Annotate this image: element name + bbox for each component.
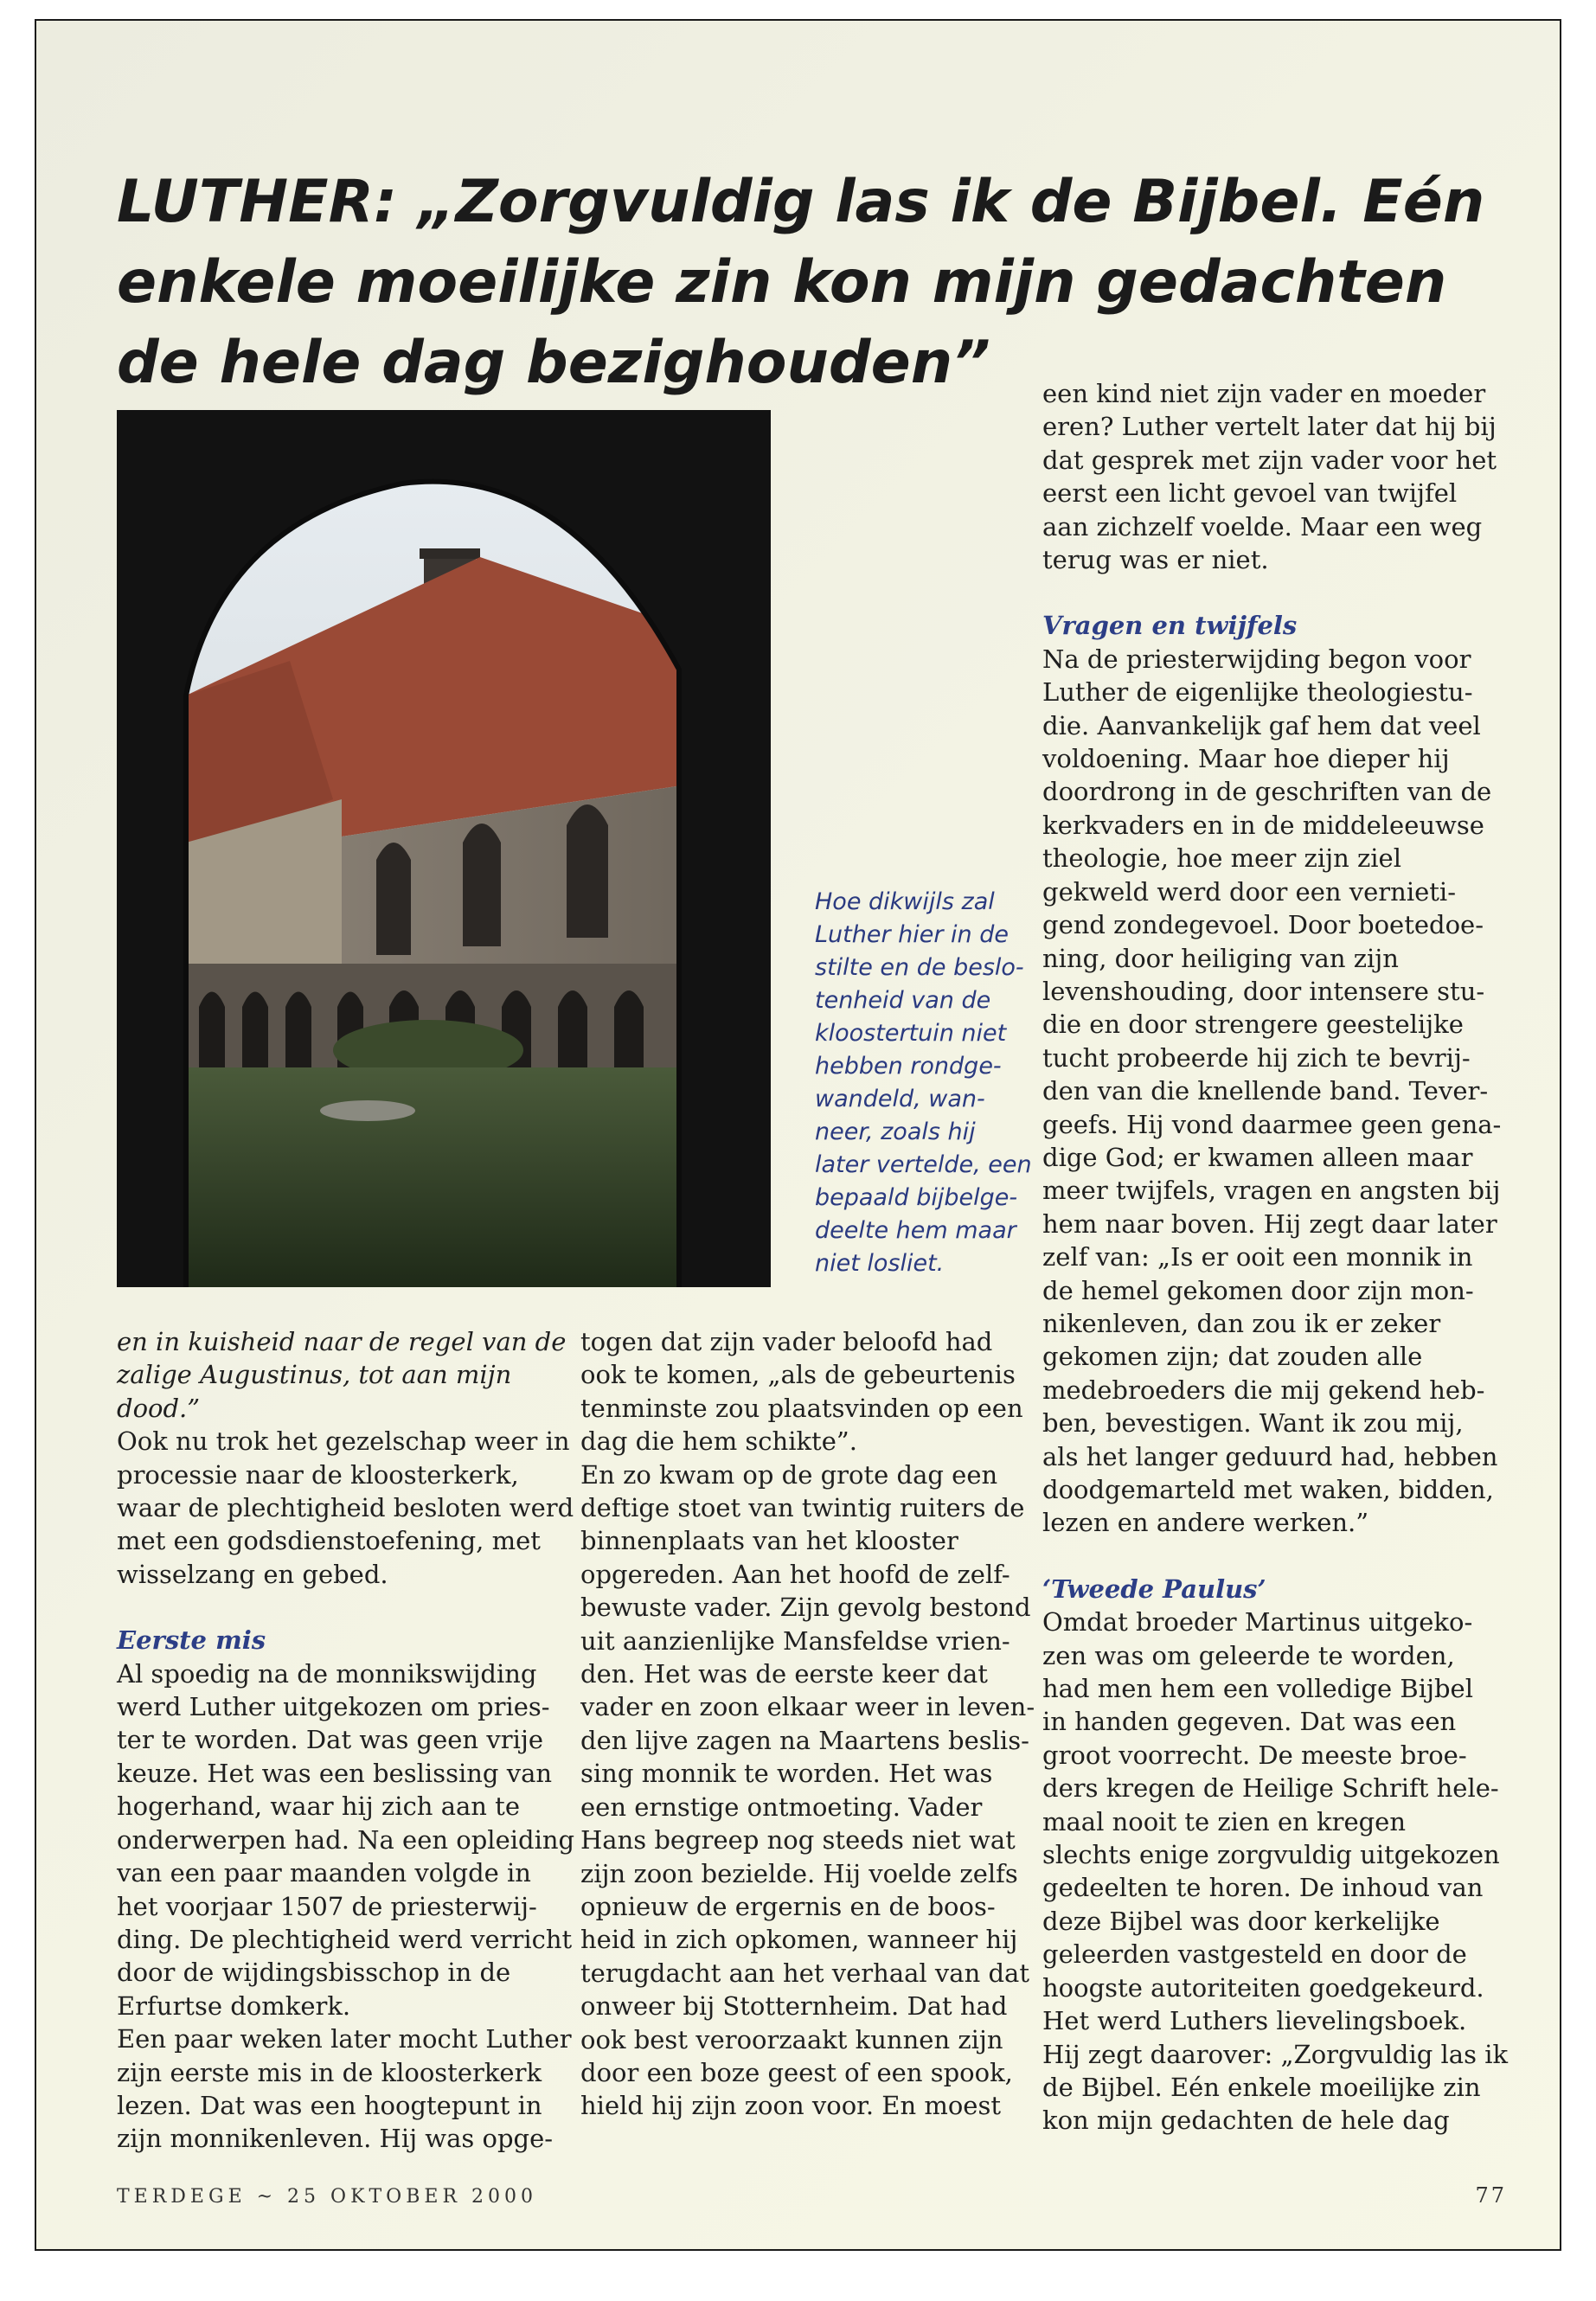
cloister-photo (117, 410, 771, 1287)
column-right-paragraph-2: Na de priesterwijding begon voor Luther de eigenlijke theologiestu- die. Aanvankelijk gaf hem dat veel voldoening. Maar hoe dieper hij doordrong in de geschriften van de kerkvaders en in de middeleeuwse theologie, hoe meer zijn ziel gekweld werd door een vernieti- gend zondegevoel. Door boetedoe- ning, door heiliging van zijn levenshouding, door intensere stu- die en door strengere geestelijke tucht probeerde hij zich te bevrij- den van die knellende band. Tever- geefs. Hij vond daarmee geen gena- dige God; er kwamen alleen maar meer twijfels, vragen en angsten bij hem naar boven. Hij zegt daar later zelf van: „Is er ooit een monnik in de hemel gekomen door zijn mon- nikenleven, dan zou ik er zeker gekomen zijn; dat zouden alle medebroeders die mij gekend heb- ben, bevestigen. Want ik zou mij, als het langer geduurd had, hebben doodgemarteld met waken, bidden, lezen en andere werken.” (1042, 644, 1502, 1538)
column-middle-paragraph-1: togen dat zijn vader beloofd had ook te komen, „als de gebeurtenis tenminste zou plaatsvinden op een dag die hem schikte”. (580, 1327, 1023, 1457)
subhead-tweede-paulus: ‘Tweede Paulus’ (1042, 1574, 1266, 1604)
photo-caption: Hoe dikwijls zal Luther hier in de stilte en de beslo- tenheid van de kloostertuin niet hebben rondge- wandeld, wan- neer, zoals hij later vertelde, een bepaald bijbelge- deelte hem maar niet losliet. (815, 888, 1032, 1277)
column-right (1042, 377, 1527, 2138)
column-left-paragraph-2: Al spoedig na de monnikswijding werd Luther uitgekozen om pries- ter te worden. Dat was geen vrije keuze. Het was een beslissing van hogerhand, waar hij zich aan te onderwerpen had. Na een opleiding van een paar maanden volgde in het voorjaar 1507 de priesterwij- ding. De plechtigheid werd verricht door de wijdingsbisschop in de Erfurtse domkerk. (117, 1658, 575, 2021)
subhead-vragen-en-twijfels: Vragen en twijfels (1042, 611, 1298, 641)
magazine-page (35, 19, 1561, 2251)
footer-publication: TERDEGE ~ 25 OKTOBER 2000 (117, 2186, 537, 2208)
article-headline: LUTHER: „Zorgvuldig las ik de Bijbel. Eén enkele moeilijke zin kon mijn gedachten de hele dag bezighouden” (117, 168, 1485, 397)
column-right-paragraph-1: een kind niet zijn vader en moeder eren? Luther vertelt later dat hij bij dat gesprek met zijn vader voor het eerst een licht gevoel van twijfel aan zichzelf voelde. Maar een weg terug was er niet. (1042, 379, 1497, 575)
column-left (117, 1325, 601, 2156)
column-middle (580, 1325, 1065, 2123)
subhead-eerste-mis: Eerste mis (117, 1625, 266, 1656)
column-left-paragraph-1: Ook nu trok het gezelschap weer in processie naar de kloosterkerk, waar de plechtigheid besloten werd met een godsdienstoefening, met wisselzang en gebed. (117, 1426, 574, 1589)
footer-page-number: 77 (1475, 2183, 1507, 2208)
column-left-quote: en in kuisheid naar de regel van de zalige Augustinus, tot aan mijn dood.” (117, 1327, 567, 1423)
column-right-paragraph-3: Omdat broeder Martinus uitgeko- zen was om geleerde te worden, had men hem een volledige Bijbel in handen gegeven. Dat was een groot voorrecht. De meeste broe- ders kregen de Heilige Schrift hele- maal nooit te zien en kregen slechts enige zorgvuldig uitgekozen gedeelten te horen. De inhoud van deze Bijbel was door kerkelijke geleerden vastgesteld en door de hoogste autoriteiten goedgekeurd. Het werd Luthers lievelingsboek. Hij zegt daarover: „Zorgvuldig las ik de Bijbel. Eén enkele moeilijke zin kon mijn gedachten de hele dag (1042, 1607, 1509, 2136)
column-left-paragraph-3: Een paar weken later mocht Luther zijn eerste mis in de kloosterkerk lezen. Dat was een hoogtepunt in zijn monnikenleven. Hij was opge- (117, 2024, 572, 2154)
column-middle-paragraph-2: En zo kwam op de grote dag een deftige stoet van twintig ruiters de binnenplaats van het klooster opgereden. Aan het hoofd de zelf- bewuste vader. Zijn gevolg bestond uit aanzienlijke Mansfeldse vrien- den. Het was de eerste keer dat vader en zoon elkaar weer in leven- den lijve zagen na Maartens beslis- sing monnik te worden. Het was een ernstige ontmoeting. Vader Hans begreep nog steeds niet wat zijn zoon bezielde. Hij voelde zelfs opnieuw de ergernis en de boos- heid in zich opkomen, wanneer hij terugdacht aan het verhaal van dat onweer bij Stotternheim. Dat had ook best veroorzaakt kunnen zijn door een boze geest of een spook, hield hij zijn zoon voor. En moest (580, 1459, 1035, 2121)
